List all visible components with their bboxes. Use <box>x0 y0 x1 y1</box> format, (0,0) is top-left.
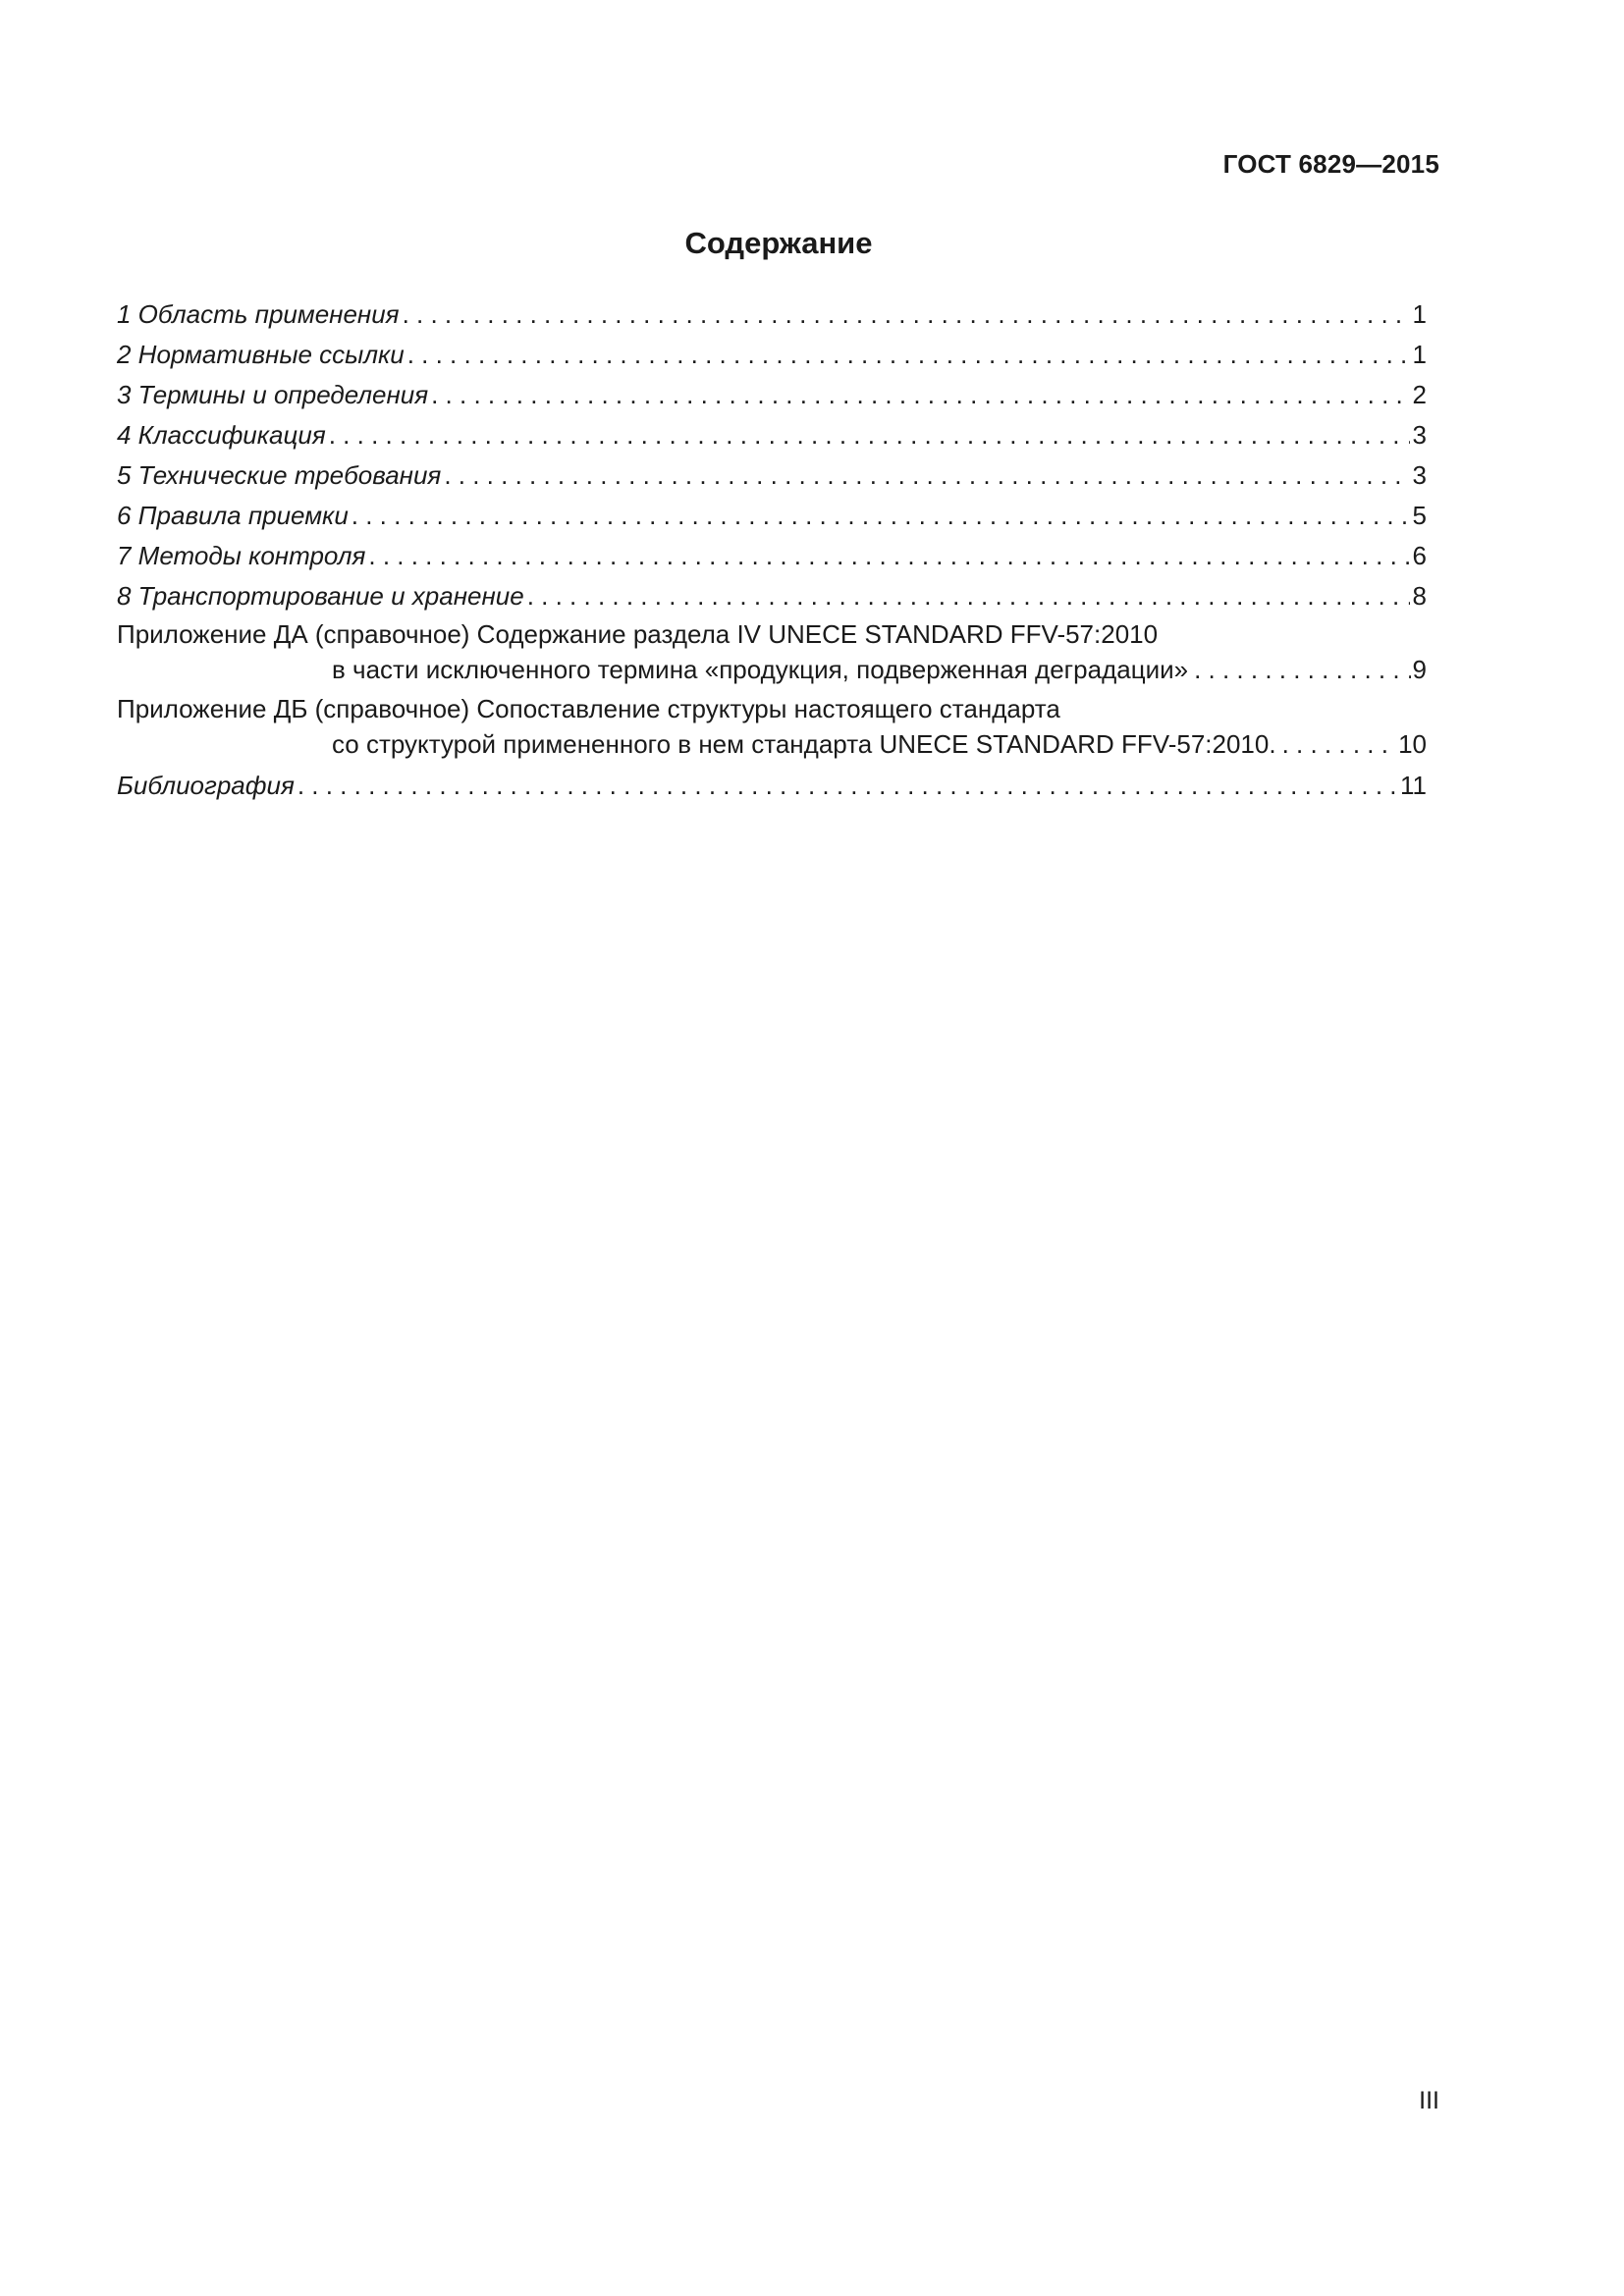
toc-entry-classification[interactable] <box>117 415 1427 455</box>
dot-leader <box>298 766 1397 806</box>
dot-leader <box>407 335 1410 375</box>
appendix-title-line: Приложение ДА (справочное) Содержание раздела IV UNECE STANDARD FFV-57:2010 <box>117 619 1159 649</box>
dot-leader <box>329 415 1410 455</box>
toc-entry-page: 3 <box>1412 460 1427 490</box>
dot-leader <box>1194 652 1410 687</box>
toc-entry-label: 4 Классификация <box>117 420 326 450</box>
dot-leader <box>403 294 1410 335</box>
toc-entry-normative-references[interactable] <box>117 335 1427 375</box>
appendix-title-continuation: со структурой примененного в нем стандарта UNECE STANDARD FFV-57:2010. <box>332 729 1276 759</box>
toc-entry-page: 10 <box>1398 729 1427 759</box>
dot-leader <box>1282 726 1397 762</box>
toc-entry-transportation-storage[interactable] <box>117 576 1427 616</box>
toc-entry-technical-requirements[interactable] <box>117 455 1427 496</box>
toc-entry-appendix-db[interactable] <box>117 691 1427 766</box>
toc-entry-page: 2 <box>1412 380 1427 409</box>
toc-entry-acceptance-rules[interactable] <box>117 496 1427 536</box>
toc-entry-bibliography[interactable] <box>117 766 1427 806</box>
toc-entry-page: 11 <box>1400 771 1427 800</box>
toc-entry-page: 3 <box>1412 420 1427 450</box>
toc-entry-label: 1 Область применения <box>117 299 400 329</box>
dot-leader <box>444 455 1409 496</box>
page-title: Содержание <box>684 226 873 260</box>
toc-entry-label: 3 Термины и определения <box>117 380 429 409</box>
toc-entry-label: 8 Транспортирование и хранение <box>117 581 524 611</box>
toc-entry-terms[interactable] <box>117 375 1427 415</box>
toc-entry-label: 2 Нормативные ссылки <box>117 340 405 369</box>
document-code: ГОСТ 6829—2015 <box>1222 149 1439 179</box>
toc-entry-label: 6 Правила приемки <box>117 501 349 530</box>
toc-entry-page: 9 <box>1412 655 1427 684</box>
dot-leader <box>527 576 1410 616</box>
toc-entry-label: Библиография <box>117 771 295 800</box>
toc-entry-label: 5 Технические требования <box>117 460 442 490</box>
dot-leader <box>368 536 1409 576</box>
toc-entry-page: 6 <box>1412 541 1427 570</box>
toc-entry-page: 5 <box>1412 501 1427 530</box>
appendix-title-line: Приложение ДБ (справочное) Сопоставление структуры настоящего стандарта <box>117 694 1060 723</box>
toc-entry-page: 8 <box>1412 581 1427 611</box>
page-number: III <box>1419 2087 1439 2114</box>
toc-entry-appendix-da[interactable] <box>117 616 1427 691</box>
toc-entry-scope[interactable] <box>117 294 1427 335</box>
toc-entry-page: 1 <box>1412 340 1427 369</box>
table-of-contents <box>117 294 1427 806</box>
toc-entry-label: 7 Методы контроля <box>117 541 366 570</box>
toc-entry-control-methods[interactable] <box>117 536 1427 576</box>
appendix-title-continuation: в части исключенного термина «продукция, подверженная деградации» <box>332 655 1189 684</box>
toc-entry-page: 1 <box>1412 299 1427 329</box>
dot-leader <box>352 496 1410 536</box>
dot-leader <box>431 375 1409 415</box>
